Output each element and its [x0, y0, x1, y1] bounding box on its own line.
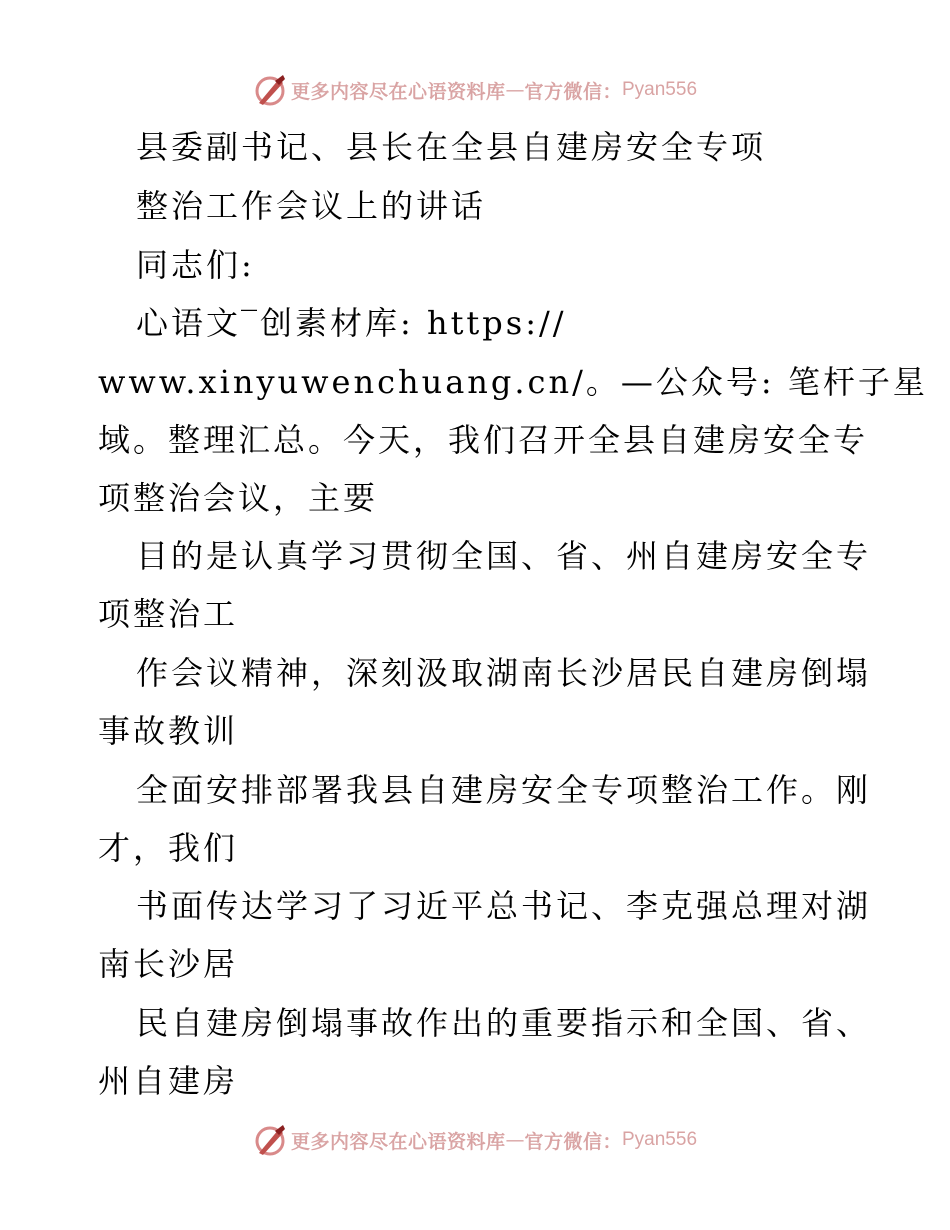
- quill-logo-icon: [253, 73, 287, 107]
- header-watermark-banner: [0, 70, 950, 110]
- body-line: 书面传达学习了习近平总书记、李克强总理对湖: [136, 887, 872, 925]
- body-line: 才，我们: [98, 829, 239, 867]
- salutation: 同志们:: [136, 246, 255, 284]
- body-line: 全面安排部署我县自建房安全专项整治工作。刚: [136, 771, 872, 809]
- body-line: 项整治工: [98, 595, 239, 633]
- title-line-1: 县委副书记、县长在全县自建房安全专项: [136, 128, 767, 166]
- banner-separator: —: [505, 79, 525, 101]
- body-line: 目的是认真学习贯彻全国、省、州自建房安全专: [136, 537, 872, 575]
- body-line: 南长沙居: [98, 945, 239, 983]
- quill-logo-icon: [253, 1123, 287, 1157]
- body-line: 民自建房倒塌事故作出的重要指示和全国、省、: [136, 1004, 872, 1042]
- body-line: 州自建房: [98, 1062, 239, 1100]
- body-line: 作会议精神，深刻汲取湖南长沙居民自建房倒塌: [136, 654, 872, 692]
- banner-text: 更多内容尽在心语资料库: [290, 1130, 506, 1153]
- banner-wechat-id: Pyan556: [622, 1129, 698, 1150]
- footer-watermark-banner: [0, 1120, 950, 1160]
- body-line: 域。整理汇总。今天，我们召开全县自建房安全专: [98, 421, 869, 459]
- body-line: 心语文‾创素材库: https://: [136, 304, 567, 342]
- body-line: www.xinyuwenchuang.cn/。—公众号: 笔杆子星: [98, 363, 928, 401]
- body-line: 项整治会议，主要: [98, 479, 379, 517]
- banner-text: 更多内容尽在心语资料库: [290, 80, 506, 103]
- title-line-2: 整治工作会议上的讲话: [136, 187, 487, 225]
- banner-wechat-label: 官方微信：: [524, 1130, 622, 1153]
- banner-wechat-label: 官方微信：: [524, 80, 622, 103]
- banner-separator: —: [505, 1129, 525, 1151]
- banner-wechat-id: Pyan556: [622, 79, 698, 100]
- body-line: 事故教训: [98, 712, 239, 750]
